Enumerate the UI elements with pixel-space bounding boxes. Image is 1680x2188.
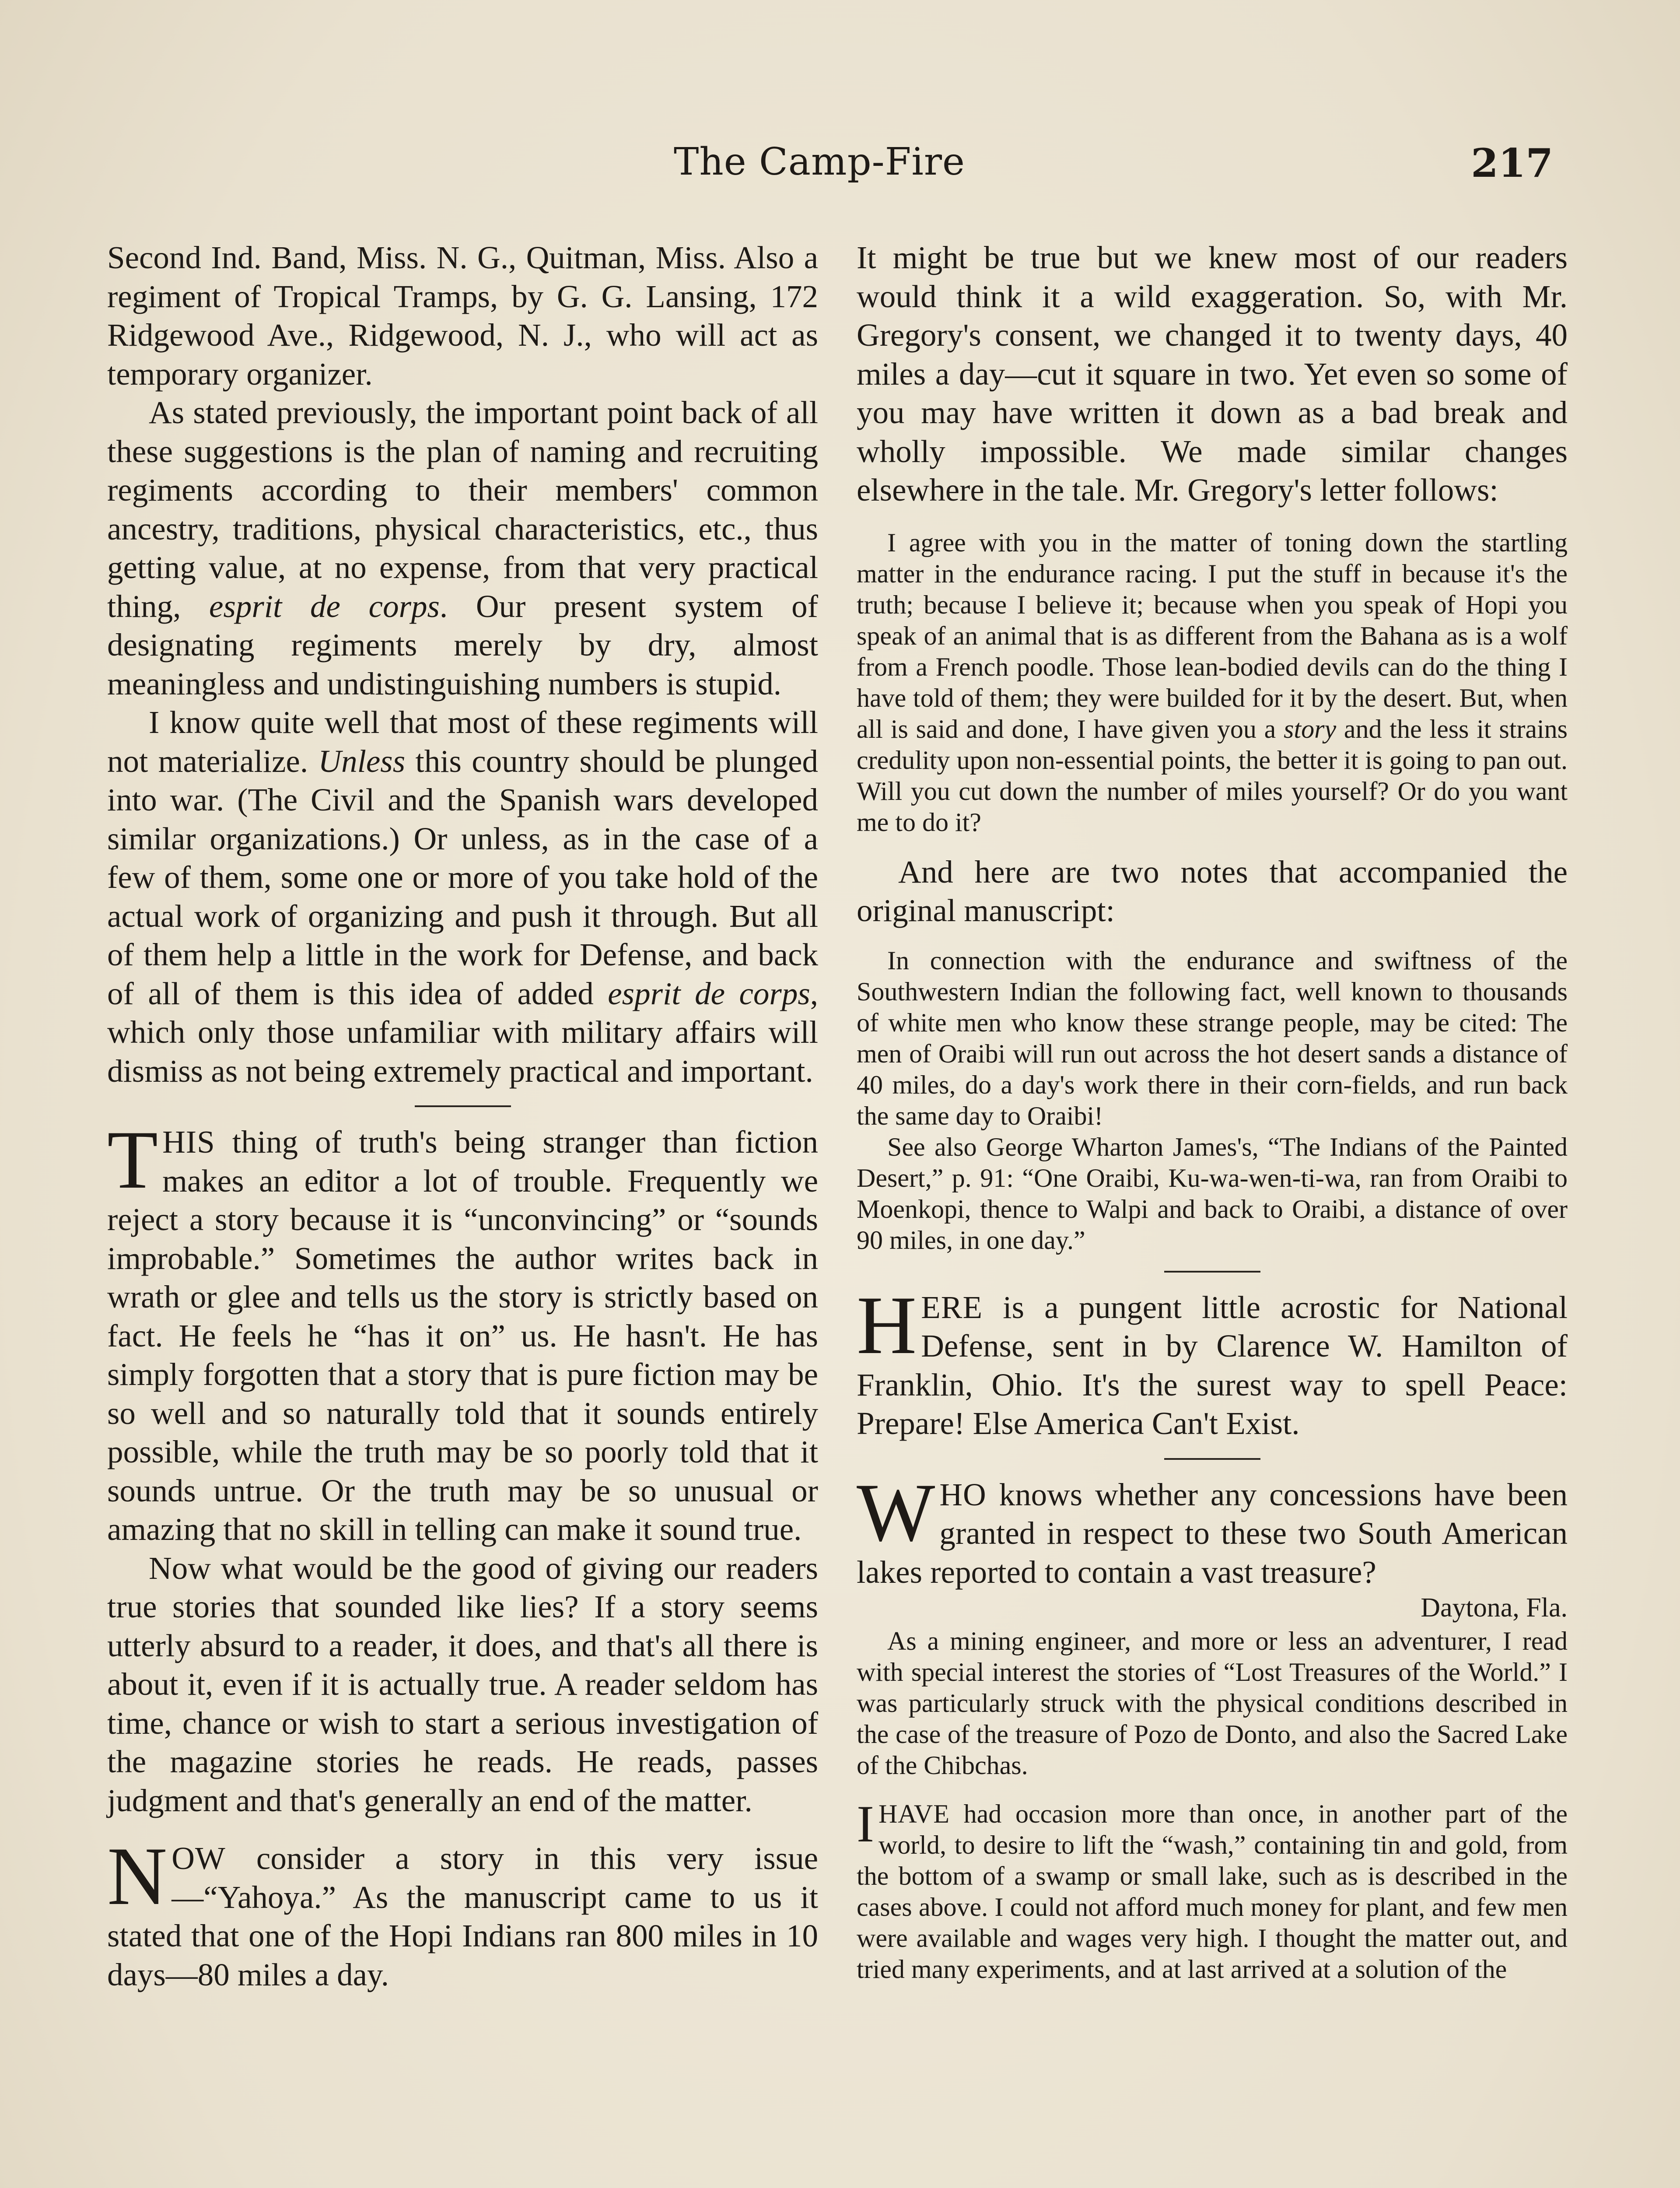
quoted-letter: I agree with you in the matter of toning down the startling matter in the endurance racing. I put the stuff in because it's the truth; because I believe it; because when you speak of Hopi you speak of an animal that is as different from the Bahana as is a wolf from a French poodle. Those lean-bodied devils can do the thing I have told of them; they were builded for it by the desert. But, when all is said and done, I have given you a story and the less it strains credulity upon non-essential points, the better it is going to pan out. Will you cut down the number of miles yourself? Or do you want me to do it?	[857, 528, 1568, 837]
section-opening-paragraph: HERE is a pungent little acrostic for National Defense, sent in by Clarence W. Hamilton of Franklin, Ohio. It's the surest way to spell Peace: Prepare! Else America Can't Exist.	[857, 1279, 1568, 1441]
paragraph: As stated previously, the important point back of all these suggestions is the plan of naming and recruiting regiments according to their members' common ancestry, traditions, physical characteristics, etc., thus getting value, at no expense, from that very practical thing, esprit de corps. Our present system of designating regiments merely by dry, almost meaningless and undistinguishing numbers is stupid.	[107, 395, 818, 701]
paragraph: And here are two notes that accompanied the original manuscript:	[857, 854, 1568, 928]
section-opening-paragraph: WHO knows whether any concessions have been granted in respect to these two South American lakes reported to contain a vast treasure?	[857, 1466, 1568, 1590]
quoted-note: See also George Wharton James's, “The Indians of the Painted Desert,” p. 91: “One Oraibi, Ku-wa-wen-ti-wa, ran from Oraibi to Moenkopi, thence to Walpi and back to Oraibi, a distance of over 90 miles, in one day.”	[857, 1132, 1568, 1255]
right-column	[857, 238, 1568, 1985]
drop-cap: H	[857, 1279, 917, 1371]
paragraph: It might be true but we knew most of our readers would think it a wild exaggeration. So, with Mr. Gregory's consent, we changed it to twenty days, 40 miles a day—cut it square in two. Yet even so some of you may have written it down as a bad break and wholly impossible. We made similar changes elsewhere in the tale. Mr. Gregory's letter follows:	[857, 240, 1568, 508]
letter-place: Daytona, Fla.	[1421, 1593, 1568, 1623]
section-opening-paragraph: NOW consider a story in this very issue—“Yahoya.” As the manuscript came to us it stated that one of the Hopi Indians ran 800 miles in 10 days—80 miles a day.	[107, 1830, 818, 1992]
drop-cap: N	[107, 1830, 168, 1922]
drop-cap: W	[857, 1466, 935, 1559]
section-divider	[1164, 1271, 1260, 1273]
drop-cap: T	[107, 1114, 158, 1206]
section-opening-paragraph: THIS thing of truth's being stranger than fiction makes an editor a lot of trouble. Frequently we reject a story because it is “unconvincing” or “sounds improbable.” Sometimes the author writes back in wrath or glee and tells us the story is strictly based on fact. He feels he “has it on” us. He hasn't. He has simply forgotten that a story that is pure fiction may be so well and so naturally told that it sounds entirely possible, while the truth may be so poorly told that it sounds untrue. Or the truth may be so unusual or amazing that no skill in telling can make it sound true.	[107, 1114, 818, 1547]
paragraph: Second Ind. Band, Miss. N. G., Quitman, Miss. Also a regiment of Tropical Tramps, by G. G. Lansing, 172 Ridgewood Ave., Ridgewood, N. J., who will act as temporary organizer.	[107, 240, 818, 392]
page-number: 217	[1471, 140, 1553, 186]
paragraph: I know quite well that most of these regiments will not materialize. Unless this country should be plunged into war. (The Civil and the Spanish wars developed similar organizations.) Or unless, as in the case of a few of them, some one or more of you take hold of the actual work of organizing and push it through. But all of them help a little in the work for Defense, and back of all of them is this idea of added esprit de corps, which only those unfamiliar with military affairs will dismiss as not being extremely practical and important.	[107, 705, 818, 1089]
quoted-letter: As a mining engineer, and more or less an adventurer, I read with special interest the stories of “Lost Treasures of the World.” I was particularly struck with the physical conditions described in the case of the treasure of Pozo de Donto, and also the Sacred Lake of the Chibchas.	[857, 1627, 1568, 1780]
quoted-letter-continued: IHAVE had occasion more than once, in another part of the world, to desire to lift the “wash,” containing tin and gold, from the bottom of a swamp or small lake, such as is described in the cases above. I could not afford much money for plant, and few men were available and wages very high. I thought the matter out, and tried many experiments, and at last arrived at a solution of the	[857, 1795, 1568, 1984]
drop-cap: I	[857, 1795, 874, 1853]
paragraph: Now what would be the good of giving our readers true stories that sounded like lies? If a story seems utterly absurd to a reader, it does, and that's all there is about it, even if it is actually true. A reader seldom has time, chance or wish to start a serious investigation of the magazine stories he reads. He reads, passes judgment and that's generally an end of the matter.	[107, 1550, 818, 1818]
section-divider	[415, 1105, 511, 1107]
running-head-title: The Camp-Fire	[674, 140, 965, 184]
left-column	[107, 238, 818, 1994]
section-divider	[1164, 1458, 1260, 1460]
quoted-note: In connection with the endurance and swiftness of the Southwestern Indian the following fact, well known to thousands of white men who know these strange people, may be cited: The men of Oraibi will run out across the hot desert sands a distance of 40 miles, do a day's work there in their corn-fields, and run back the same day to Oraibi!	[857, 946, 1568, 1130]
